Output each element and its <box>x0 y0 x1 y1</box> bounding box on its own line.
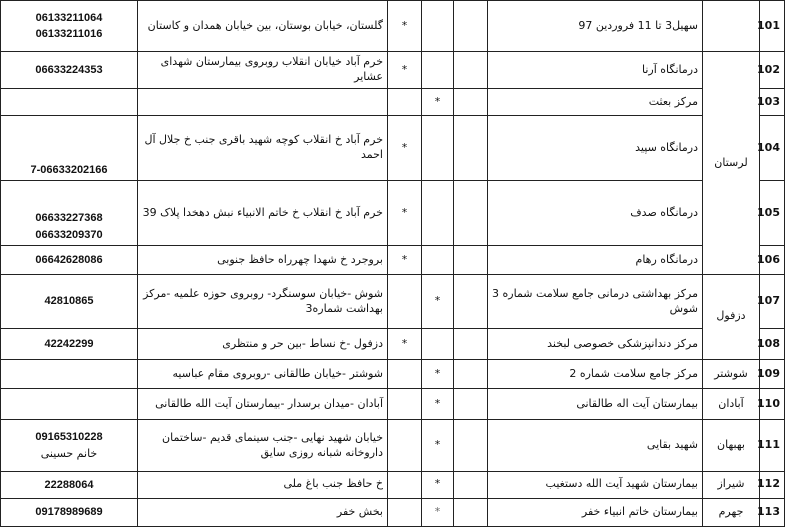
phone-number: 06633224353 <box>35 63 103 76</box>
address-cell: بروجرد خ شهدا چهرراه حافظ جنوبی <box>138 246 388 274</box>
table-row <box>1 359 785 388</box>
address-cell: گلستان، خیابان بوستان، بین خیابان همدان و کاستان <box>138 1 388 52</box>
column-gap <box>454 274 488 329</box>
column-gap <box>454 359 488 388</box>
center-name: مرکز جامع سلامت شماره 2 <box>488 359 703 388</box>
mark-a: * <box>422 359 454 388</box>
mark-a <box>422 329 454 359</box>
city-cell: آبادان <box>703 389 760 419</box>
mark-b: * <box>388 329 422 359</box>
center-name: سهیل3 تا 11 فروردین 97 <box>488 1 703 52</box>
center-name: درمانگاه آرنا <box>488 52 703 88</box>
address-cell: شوش -خیابان سوسنگرد- روبروی حوزه علمیه -مرکز بهداشت شماره3 <box>138 274 388 329</box>
phone-number: 09165310228 <box>35 431 103 444</box>
phone-number: 06133211064 <box>35 11 103 24</box>
table-row <box>1 88 785 115</box>
row-number: 112 <box>760 472 785 498</box>
address-cell: آبادان -میدان برسدار -بیمارستان آیت الله طالقانی <box>138 389 388 419</box>
city-cell: بهبهان <box>703 419 760 472</box>
mark-b: * <box>388 52 422 88</box>
phone-number: 06633209370 <box>35 228 103 241</box>
row-number: 109 <box>760 359 785 388</box>
phone-cell <box>1 389 138 419</box>
mark-b <box>388 472 422 498</box>
phone-number: 42242299 <box>44 337 94 350</box>
phone-cell <box>1 472 138 498</box>
phone-cell <box>1 88 138 115</box>
row-number: 101 <box>760 1 785 52</box>
mark-b: * <box>388 1 422 52</box>
center-name: بیمارستان خاتم انبیاء خفر <box>488 498 703 526</box>
phone-cell <box>1 1 138 52</box>
table-row <box>1 1 785 52</box>
column-gap <box>454 116 488 181</box>
address-cell <box>138 88 388 115</box>
mark-a: * <box>422 472 454 498</box>
center-name: مرکز بعثت <box>488 88 703 115</box>
city-cell-lorestan: لرستان <box>703 52 760 274</box>
table-row <box>1 116 785 181</box>
table-row <box>1 389 785 419</box>
phone-number: 06642628086 <box>35 253 103 266</box>
city-cell-dezful: دزفول <box>703 274 760 359</box>
phone-number: 09178989689 <box>35 506 103 519</box>
column-gap <box>454 1 488 52</box>
row-number: 113 <box>760 498 785 526</box>
mark-a: * <box>422 88 454 115</box>
phone-cell <box>1 181 138 246</box>
phone-cell <box>1 419 138 472</box>
phone-number: 7-06633202166 <box>30 163 108 176</box>
mark-b <box>388 419 422 472</box>
phone-number: 06633227368 <box>35 212 103 225</box>
mark-b <box>388 498 422 526</box>
phone-cell <box>1 329 138 359</box>
table-row <box>1 498 785 526</box>
phone-cell <box>1 52 138 88</box>
mark-a <box>422 181 454 246</box>
mark-b: * <box>388 246 422 274</box>
mark-a: * <box>422 498 454 526</box>
center-name: درمانگاه سپید <box>488 116 703 181</box>
mark-b: * <box>388 116 422 181</box>
center-name: درمانگاه صدف <box>488 181 703 246</box>
address-cell: خرم آباد خیابان انقلاب روبروی بیمارستان شهدای عشایر <box>138 52 388 88</box>
column-gap <box>454 472 488 498</box>
column-gap <box>454 52 488 88</box>
column-gap <box>454 498 488 526</box>
center-name: مرکز بهداشتی درمانی جامع سلامت شماره 3 شوش <box>488 274 703 329</box>
mark-a: * <box>422 419 454 472</box>
table-row <box>1 329 785 359</box>
city-cell <box>703 1 760 52</box>
mark-b <box>388 88 422 115</box>
row-number: 102 <box>760 52 785 88</box>
mark-b <box>388 359 422 388</box>
table-row <box>1 181 785 246</box>
center-name: بیمارستان آیت اله طالقانی <box>488 389 703 419</box>
table-row <box>1 419 785 472</box>
column-gap <box>454 329 488 359</box>
row-number: 103 <box>760 88 785 115</box>
table-row <box>1 472 785 498</box>
phone-number: 42810865 <box>44 295 94 308</box>
address-cell: خ حافظ جنب باغ ملی <box>138 472 388 498</box>
center-name: مرکز دندانپزشکی خصوصی لبخند <box>488 329 703 359</box>
center-name: شهید بقایی <box>488 419 703 472</box>
mark-a <box>422 116 454 181</box>
table-row <box>1 274 785 329</box>
phone-number: 22288064 <box>44 478 94 491</box>
phone-cell <box>1 498 138 526</box>
mark-b <box>388 274 422 329</box>
phone-cell <box>1 359 138 388</box>
address-cell: خرم آباد خ انقلاب کوچه شهید باقری جنب خ جلال آل احمد <box>138 116 388 181</box>
mark-a <box>422 1 454 52</box>
table-row <box>1 52 785 88</box>
column-gap <box>454 246 488 274</box>
column-gap <box>454 389 488 419</box>
table-row <box>1 246 785 274</box>
center-name: بیمارستان شهید آیت الله دستغیب <box>488 472 703 498</box>
city-cell: جهرم <box>703 498 760 526</box>
mark-b: * <box>388 181 422 246</box>
city-cell: شیراز <box>703 472 760 498</box>
row-number: 107 <box>760 274 785 329</box>
phone-cell <box>1 116 138 181</box>
address-cell: دزفول -خ نساط -بین حر و منتظری <box>138 329 388 359</box>
phone-cell <box>1 246 138 274</box>
center-name: درمانگاه رهام <box>488 246 703 274</box>
mark-b <box>388 389 422 419</box>
column-gap <box>454 181 488 246</box>
row-number: 105 <box>760 181 785 246</box>
row-number: 110 <box>760 389 785 419</box>
address-cell: بخش خفر <box>138 498 388 526</box>
row-number: 106 <box>760 246 785 274</box>
contact-name: خانم حسینی <box>40 446 98 460</box>
address-cell: خیابان شهید نهایی -جنب سینمای قدیم -ساختمان داروخانه شبانه روزی سایق <box>138 419 388 472</box>
row-number: 108 <box>760 329 785 359</box>
column-gap <box>454 419 488 472</box>
mark-a: * <box>422 274 454 329</box>
row-number: 104 <box>760 116 785 181</box>
address-cell: خرم آباد خ انقلاب خ خاتم الانبیاء نبش دهخدا پلاک 39 <box>138 181 388 246</box>
address-cell: شوشتر -خیابان طالقانی -روبروی مقام عباسیه <box>138 359 388 388</box>
mark-a <box>422 52 454 88</box>
column-gap <box>454 88 488 115</box>
mark-a: * <box>422 389 454 419</box>
phone-cell <box>1 274 138 329</box>
city-cell: شوشتر <box>703 359 760 388</box>
phone-number: 06133211016 <box>35 28 103 41</box>
mark-a <box>422 246 454 274</box>
row-number: 111 <box>760 419 785 472</box>
